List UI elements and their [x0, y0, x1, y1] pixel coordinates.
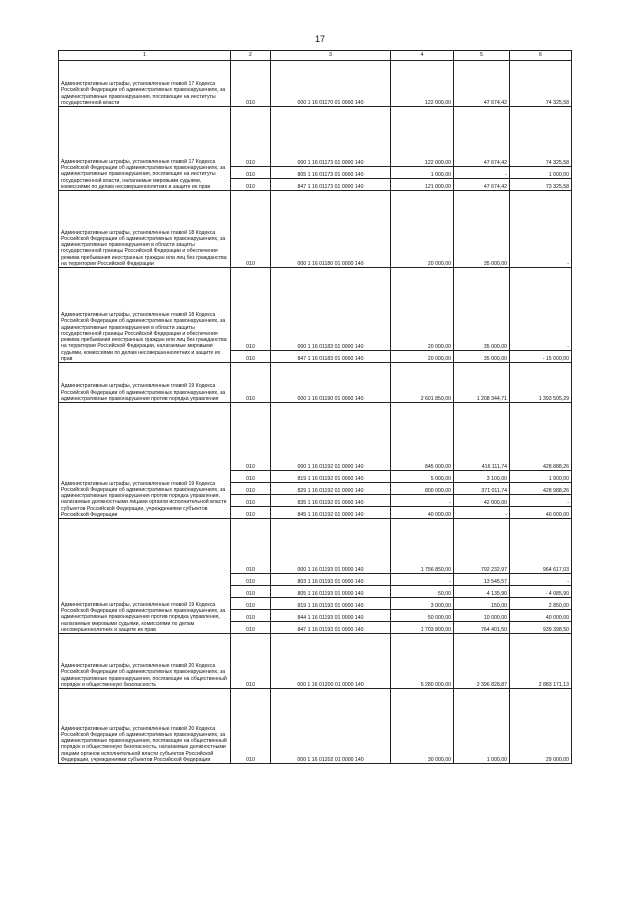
budget-code-cell: 000 1 16 01190 01 0000 140	[271, 363, 391, 403]
line-code-cell: 010	[231, 495, 271, 507]
row-description: Административные штрафы, установленные главой 20 Кодекса Российской Федерации об административных правонарушениях, за административные правонарушения, посягающие на общественный порядок и общественную безопасность	[59, 634, 231, 689]
line-code-cell: 010	[231, 179, 271, 191]
executed-amount-cell: 2 396 828,87	[454, 634, 510, 689]
remaining-amount-cell: - 4 085,90	[510, 586, 572, 598]
table-row	[59, 689, 572, 764]
planned-amount-cell: 50,00	[391, 586, 454, 598]
budget-code-cell: 000 1 16 01200 01 0000 140	[271, 634, 391, 689]
remaining-amount-cell: 1 393 505,29	[510, 363, 572, 403]
executed-amount-cell: 47 674,42	[454, 107, 510, 167]
planned-amount-cell: 20 000,00	[391, 268, 454, 351]
planned-amount-cell: 50 000,00	[391, 610, 454, 622]
row-description: Административные штрафы, установленные главой 17 Кодекса Российской Федерации об административных правонарушениях, за административные правонарушения, посягающие на институты государственной власти, налагаемые мировыми судьями, комиссиями по делам несовершеннолетних и защите их прав	[59, 107, 231, 191]
budget-code-cell: 829 1 16 01192 01 0000 140	[271, 483, 391, 495]
executed-amount-cell: 47 674,42	[454, 61, 510, 107]
planned-amount-cell: 5 280 000,00	[391, 634, 454, 689]
table-row	[59, 107, 572, 167]
line-code-cell: 010	[231, 471, 271, 483]
remaining-amount-cell: 40 000,00	[510, 507, 572, 519]
planned-amount-cell: 5 000,00	[391, 471, 454, 483]
executed-amount-cell: 764 401,50	[454, 622, 510, 634]
budget-code-cell: 847 1 16 01173 01 0000 140	[271, 179, 391, 191]
planned-amount-cell: 122 000,00	[391, 107, 454, 167]
remaining-amount-cell: 2 883 171,13	[510, 634, 572, 689]
column-header: 1	[59, 51, 231, 61]
line-code-cell: 010	[231, 483, 271, 495]
executed-amount-cell: 4 135,90	[454, 586, 510, 598]
remaining-amount-cell: 1 900,00	[510, 471, 572, 483]
planned-amount-cell: 30 000,00	[391, 689, 454, 764]
budget-code-cell: 847 1 16 01183 01 0000 140	[271, 351, 391, 363]
table-row	[59, 519, 572, 574]
budget-code-cell: 000 1 16 01183 01 0000 140	[271, 268, 391, 351]
executed-amount-cell: 35 000,00	[454, 351, 510, 363]
executed-amount-cell: 47 674,42	[454, 179, 510, 191]
budget-code-cell: 847 1 16 01193 01 0000 140	[271, 622, 391, 634]
budget-code-cell: 803 1 16 01193 01 0000 140	[271, 574, 391, 586]
planned-amount-cell: 40 000,00	[391, 507, 454, 519]
row-description: Административные штрафы, установленные главой 19 Кодекса Российской Федерации об административных правонарушениях, за административные правонарушения против порядка управления, налагаемые мировыми судьями, комиссиями по делам несовершеннолетних и защите их прав	[59, 519, 231, 634]
row-description: Административные штрафы, установленные главой 19 Кодекса Российской Федерации об административных правонарушениях, за административные правонарушения против порядка управления, налагаемые должностными лицами органов исполнительной власти субъектов Российской Федерации, учреждениями субъектов Российской Федерации	[59, 403, 231, 519]
executed-amount-cell: 10 000,00	[454, 610, 510, 622]
column-header: 4	[391, 51, 454, 61]
planned-amount-cell: 122 000,00	[391, 61, 454, 107]
budget-code-cell: 819 1 16 01192 01 0000 140	[271, 471, 391, 483]
budget-code-cell: 819 1 16 01193 01 0000 140	[271, 598, 391, 610]
line-code-cell: 010	[231, 519, 271, 574]
line-code-cell: 010	[231, 403, 271, 471]
line-code-cell: 010	[231, 107, 271, 167]
budget-code-cell: 000 1 16 01202 01 0000 140	[271, 689, 391, 764]
remaining-amount-cell: 73 325,58	[510, 179, 572, 191]
executed-amount-cell: 13 545,57	[454, 574, 510, 586]
executed-amount-cell: 371 011,74	[454, 483, 510, 495]
column-number-row	[59, 51, 572, 61]
line-code-cell: 010	[231, 586, 271, 598]
line-code-cell: 010	[231, 363, 271, 403]
budget-code-cell: 844 1 16 01193 01 0000 140	[271, 610, 391, 622]
line-code-cell: 010	[231, 574, 271, 586]
remaining-amount-cell: -	[510, 495, 572, 507]
budget-code-cell: 805 1 16 01193 01 0000 140	[271, 586, 391, 598]
remaining-amount-cell: -	[510, 574, 572, 586]
remaining-amount-cell: 74 325,58	[510, 107, 572, 167]
executed-amount-cell: 150,00	[454, 598, 510, 610]
planned-amount-cell: 845 000,00	[391, 403, 454, 471]
line-code-cell: 010	[231, 622, 271, 634]
planned-amount-cell: 3 000,00	[391, 598, 454, 610]
remaining-amount-cell: -	[510, 191, 572, 268]
planned-amount-cell: 20 000,00	[391, 351, 454, 363]
column-header: 6	[510, 51, 572, 61]
planned-amount-cell: 2 601 850,00	[391, 363, 454, 403]
remaining-amount-cell: 2 850,00	[510, 598, 572, 610]
table-body	[59, 61, 572, 764]
remaining-amount-cell: - 15 000,00	[510, 351, 572, 363]
executed-amount-cell: 3 100,00	[454, 471, 510, 483]
executed-amount-cell: 792 232,97	[454, 519, 510, 574]
budget-code-cell: 000 1 16 01180 01 0000 140	[271, 191, 391, 268]
line-code-cell: 010	[231, 610, 271, 622]
executed-amount-cell: 1 208 344,71	[454, 363, 510, 403]
remaining-amount-cell: 428 888,26	[510, 403, 572, 471]
remaining-amount-cell: -	[510, 268, 572, 351]
planned-amount-cell: 800 000,00	[391, 483, 454, 495]
remaining-amount-cell: 1 000,00	[510, 167, 572, 179]
revenue-table	[58, 50, 572, 764]
budget-code-cell: 835 1 16 01192 01 0000 140	[271, 495, 391, 507]
budget-code-cell: 000 1 16 01192 01 0000 140	[271, 403, 391, 471]
row-description: Административные штрафы, установленные главой 18 Кодекса Российской Федерации об административных правонарушениях, за административные правонарушения в области защиты государственной границы Российской Федерации и обеспечения режима пребывания иностранных граждан или лиц без гражданства на территории Российской Федерации, налагаемые мировыми судьями, комиссиями по делам несовершеннолетних и защите их прав	[59, 268, 231, 363]
planned-amount-cell: -	[391, 495, 454, 507]
table-row	[59, 191, 572, 268]
line-code-cell: 010	[231, 268, 271, 351]
table-row	[59, 363, 572, 403]
row-description: Административные штрафы, установленные главой 17 Кодекса Российской Федерации об административных правонарушениях, за административные правонарушения, посягающие на институты государственной власти	[59, 61, 231, 107]
column-header: 3	[271, 51, 391, 61]
budget-code-cell: 000 1 16 01170 01 0000 140	[271, 61, 391, 107]
planned-amount-cell: 20 000,00	[391, 191, 454, 268]
table-row	[59, 634, 572, 689]
line-code-cell: 010	[231, 191, 271, 268]
remaining-amount-cell: 964 617,03	[510, 519, 572, 574]
budget-code-cell: 845 1 16 01192 01 0000 140	[271, 507, 391, 519]
planned-amount-cell: -	[391, 574, 454, 586]
planned-amount-cell: 1 703 800,00	[391, 622, 454, 634]
executed-amount-cell: 1 000,00	[454, 689, 510, 764]
budget-code-cell: 000 1 16 01173 01 0000 140	[271, 107, 391, 167]
row-description: Административные штрафы, установленные главой 20 Кодекса Российской Федерации об административных правонарушениях, за административные правонарушения, посягающие на общественный порядок и общественную безопасность, налагаемые должностными лицами органов исполнительной власти субъектов Российской Федерации, учреждениями субъектов Российской Федерации	[59, 689, 231, 764]
row-description: Административные штрафы, установленные главой 18 Кодекса Российской Федерации об административных правонарушениях, за административные правонарушения в области защиты государственной границы Российской Федерации и обеспечения режима пребывания иностранных граждан или лиц без гражданства на территории Российской Федерации	[59, 191, 231, 268]
line-code-cell: 010	[231, 167, 271, 179]
line-code-cell: 010	[231, 689, 271, 764]
remaining-amount-cell: 29 000,00	[510, 689, 572, 764]
budget-code-cell: 805 1 16 01173 01 0000 140	[271, 167, 391, 179]
executed-amount-cell: -	[454, 507, 510, 519]
column-header: 5	[454, 51, 510, 61]
page-number: 17	[314, 34, 325, 44]
line-code-cell: 010	[231, 61, 271, 107]
remaining-amount-cell: 40 000,00	[510, 610, 572, 622]
line-code-cell: 010	[231, 507, 271, 519]
table-row	[59, 403, 572, 471]
table-row	[59, 268, 572, 351]
line-code-cell: 010	[231, 634, 271, 689]
planned-amount-cell: 1 000,00	[391, 167, 454, 179]
executed-amount-cell: 35 000,00	[454, 191, 510, 268]
executed-amount-cell: 35 000,00	[454, 268, 510, 351]
line-code-cell: 010	[231, 598, 271, 610]
remaining-amount-cell: 428 988,26	[510, 483, 572, 495]
planned-amount-cell: 121 000,00	[391, 179, 454, 191]
planned-amount-cell: 1 756 850,00	[391, 519, 454, 574]
budget-code-cell: 000 1 16 01193 01 0000 140	[271, 519, 391, 574]
line-code-cell: 010	[231, 351, 271, 363]
column-header: 2	[231, 51, 271, 61]
executed-amount-cell: -	[454, 167, 510, 179]
remaining-amount-cell: 939 398,50	[510, 622, 572, 634]
row-description: Административные штрафы, установленные главой 19 Кодекса Российской Федерации об административных правонарушениях, за административные правонарушения против порядка управления	[59, 363, 231, 403]
executed-amount-cell: 42 000,00	[454, 495, 510, 507]
table-row	[59, 61, 572, 107]
executed-amount-cell: 416 111,74	[454, 403, 510, 471]
remaining-amount-cell: 74 325,58	[510, 61, 572, 107]
